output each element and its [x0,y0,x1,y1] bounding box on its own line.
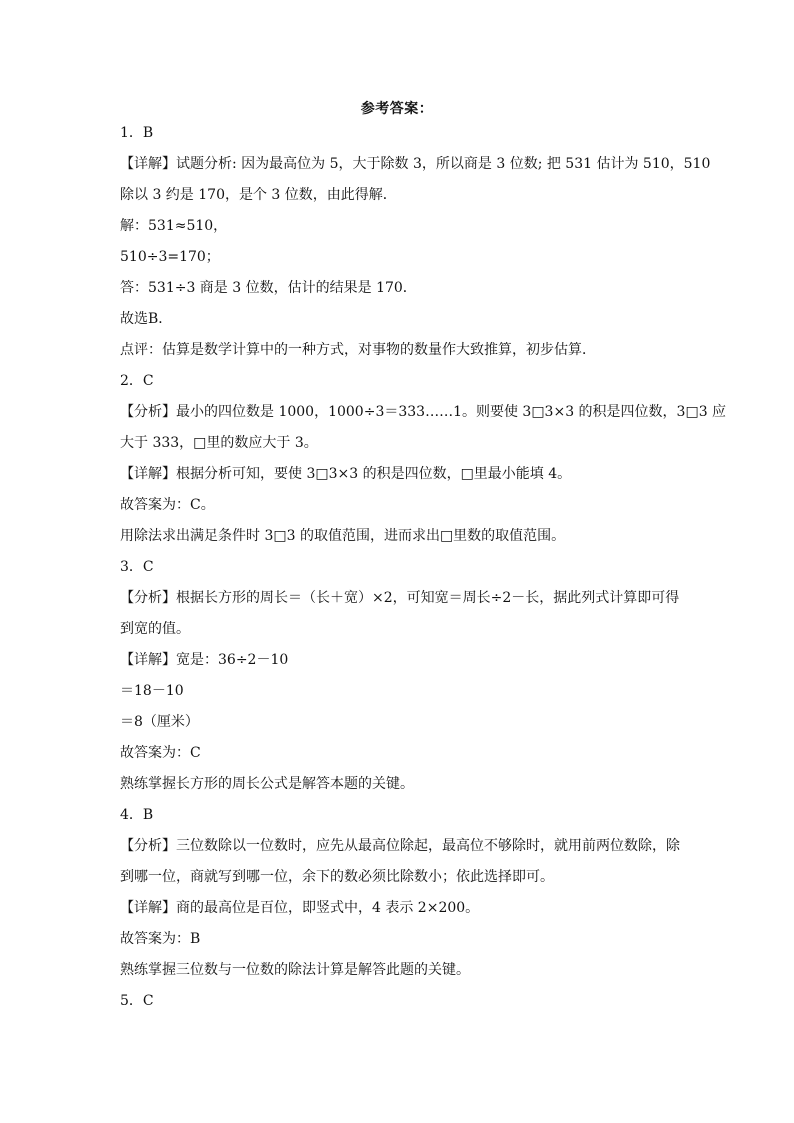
answer-line: 3．C [120,559,154,575]
answer-line: 【详解】宽是：36÷2－10 [120,652,289,668]
answer-line: ＝8（厘米） [120,714,199,730]
answer-line: 【详解】试题分析: 因为最高位为 5，大于除数 3，所以商是 3 位数; 把 531 估计为 510，510 [120,156,711,172]
answer-line: 【分析】根据长方形的周长＝（长＋宽）×2，可知宽＝周长÷2－长，据此列式计算即可得 [120,590,680,606]
answer-line: 点评：估算是数学计算中的一种方式，对事物的数量作大致推算，初步估算． [120,342,596,358]
answer-line: 510÷3=170； [120,249,220,265]
answer-line: 到哪一位，商就写到哪一位，余下的数必须比除数小；依此选择即可。 [120,869,554,885]
answer-line: 用除法求出满足条件时 3□3 的取值范围，进而求出□里数的取值范围。 [120,528,566,544]
answer-line: 故答案为：C [120,745,201,761]
answer-line: 故答案为：C。 [120,497,215,513]
answer-line: 【分析】三位数除以一位数时，应先从最高位除起，最高位不够除时，就用前两位数除，除 [120,838,680,854]
answer-line: 5．C [120,993,154,1009]
answer-line: 熟练掌握长方形的周长公式是解答本题的关键。 [120,776,414,792]
answer-line: 除以 3 约是 170，是个 3 位数，由此得解． [120,187,397,203]
answer-line: 到宽的值。 [120,621,190,637]
answer-line: 1．B [120,125,154,141]
answer-line: 熟练掌握三位数与一位数的除法计算是解答此题的关键。 [120,962,470,978]
answer-line: 【分析】最小的四位数是 1000，1000÷3＝333……1。则要使 3□3×3 的积是四位数，3□3 应 [120,404,727,420]
answer-line: ＝18－10 [120,683,184,699]
answer-line: 4．B [120,807,154,823]
answer-content [120,118,727,1017]
answer-line: 故答案为：B [120,931,201,947]
page-title: 参考答案： [360,101,434,117]
answer-line: 故选B． [120,311,173,327]
answer-line: 大于 333，□里的数应大于 3。 [120,435,318,451]
answer-line: 答：531÷3 商是 3 位数，估计的结果是 170． [120,280,417,296]
answer-line: 解：531≈510， [120,218,228,234]
answer-line: 【详解】商的最高位是百位，即竖式中，4 表示 2×200。 [120,900,480,916]
answer-line: 【详解】根据分析可知，要使 3□3×3 的积是四位数，□里最小能填 4。 [120,466,572,482]
answer-line: 2．C [120,373,154,389]
